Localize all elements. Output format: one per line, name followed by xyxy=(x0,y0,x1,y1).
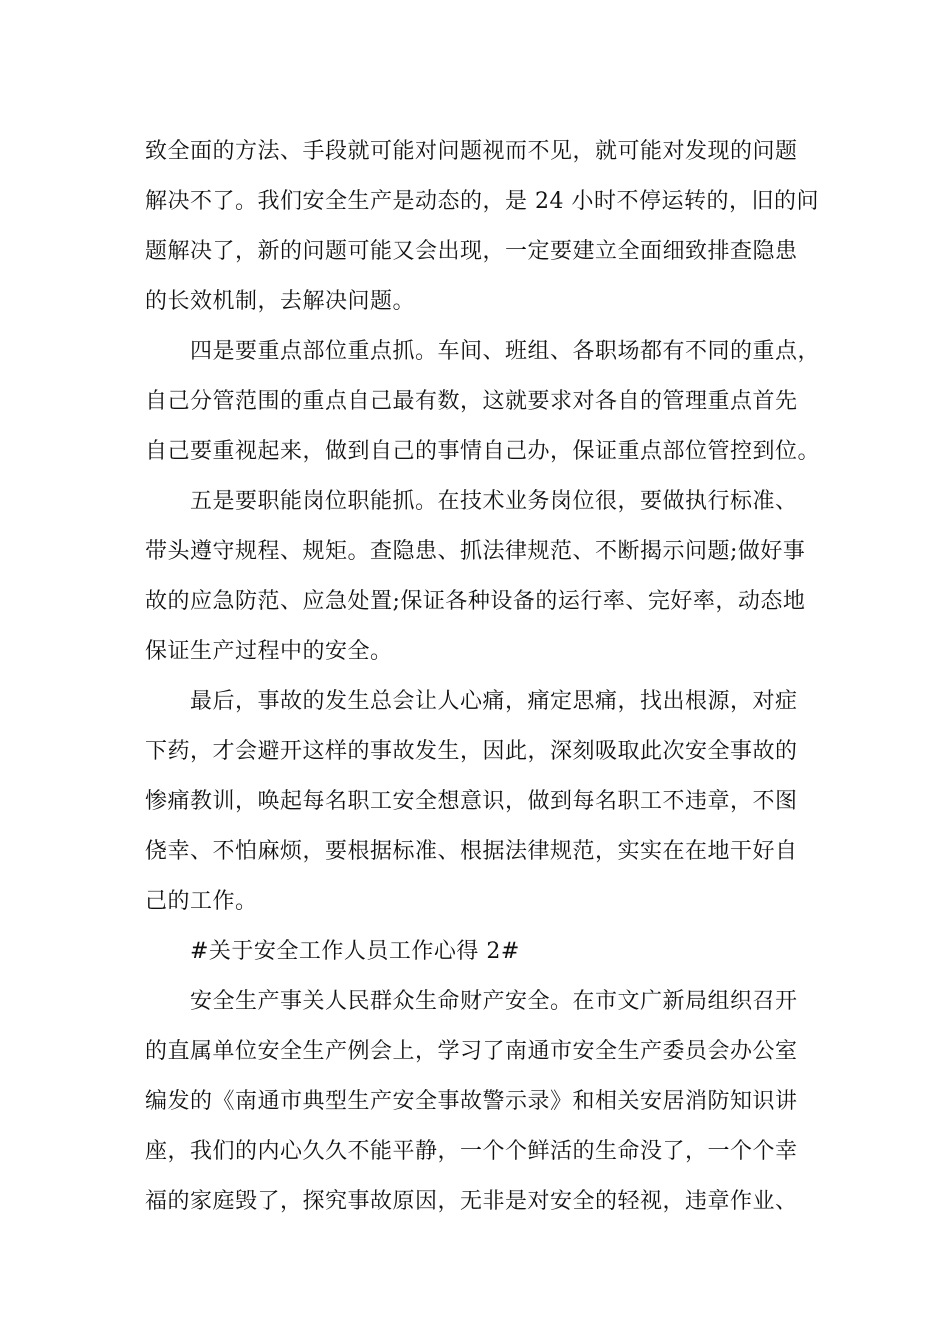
paragraph-start-line: 安全生产事关人民群众生命财产安全。在市文广新局组织召开 xyxy=(190,989,798,1014)
text-line: 惨痛教训，唤起每名职工安全想意识，做到每名职工不违章，不图 xyxy=(145,789,798,814)
text-line: 侥幸、不怕麻烦，要根据标准、根据法律规范，实实在在地干好自 xyxy=(145,839,798,864)
text-line: 致全面的方法、手段就可能对问题视而不见，就可能对发现的问题 xyxy=(145,139,798,164)
text-line: 保证生产过程中的安全。 xyxy=(145,639,393,664)
text-line: 福的家庭毁了，探究事故原因，无非是对安全的轻视，违章作业、 xyxy=(145,1189,798,1214)
text-line: 的长效机制，去解决问题。 xyxy=(145,289,416,314)
text-line: 编发的《南通市典型生产安全事故警示录》和相关安居消防知识讲 xyxy=(145,1089,798,1114)
text-line: 解决不了。我们安全生产是动态的，是 24 小时不停运转的，旧的问 xyxy=(145,189,819,214)
paragraph-start-line: 最后，事故的发生总会让人心痛，痛定思痛，找出根源，对症 xyxy=(190,689,798,714)
paragraph-start-line: 四是要重点部位重点抓。车间、班组、各职场都有不同的重点， xyxy=(190,339,821,364)
text-line: 题解决了，新的问题可能又会出现，一定要建立全面细致排查隐患 xyxy=(145,239,798,264)
paragraph-start-line: 五是要职能岗位职能抓。在技术业务岗位很，要做执行标准、 xyxy=(190,489,798,514)
text-line: 自己要重视起来，做到自己的事情自己办，保证重点部位管控到位。 xyxy=(145,439,821,464)
text-line: 座，我们的内心久久不能平静，一个个鲜活的生命没了，一个个幸 xyxy=(145,1139,798,1164)
text-line: 故的应急防范、应急处置;保证各种设备的运行率、完好率，动态地 xyxy=(145,589,806,614)
text-line: 的直属单位安全生产例会上，学习了南通市安全生产委员会办公室 xyxy=(145,1039,798,1064)
text-line: 自己分管范围的重点自己最有数，这就要求对各自的管理重点首先 xyxy=(145,389,798,414)
section-heading: #关于安全工作人员工作心得 2# xyxy=(190,939,520,964)
text-line: 己的工作。 xyxy=(145,889,258,914)
text-line: 下药，才会避开这样的事故发生，因此，深刻吸取此次安全事故的 xyxy=(145,739,798,764)
text-line: 带头遵守规程、规矩。查隐患、抓法律规范、不断揭示问题;做好事 xyxy=(145,539,806,564)
